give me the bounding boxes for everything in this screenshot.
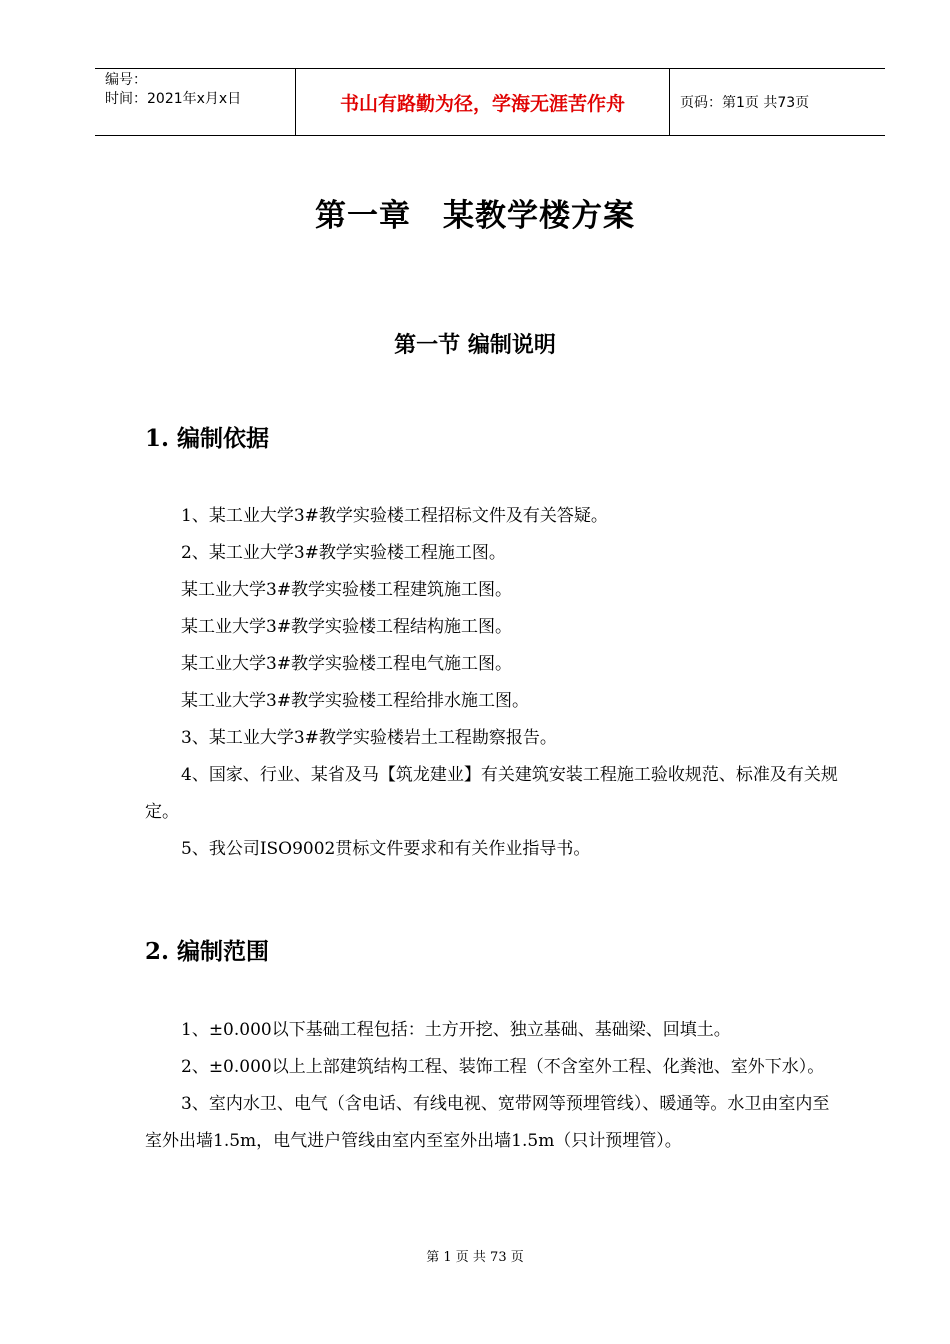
list-item: 某工业大学3#教学实验楼工程建筑施工图。 <box>181 580 513 600</box>
list-item: 某工业大学3#教学实验楼工程电气施工图。 <box>181 654 513 674</box>
list-item: 3、某工业大学3#教学实验楼岩土工程勘察报告。 <box>181 728 557 748</box>
header-page-info: 页码：第1页 共73页 <box>680 95 810 111</box>
list-item: 1、某工业大学3#教学实验楼工程招标文件及有关答疑。 <box>181 506 608 526</box>
list-item: 2、±0.000以上上部建筑结构工程、装饰工程（不含室外工程、化粪池、室外下水）。 <box>181 1057 825 1077</box>
page-footer: 第 1 页 共 73 页 <box>426 1250 524 1265</box>
list-item: 某工业大学3#教学实验楼工程结构施工图。 <box>181 617 513 637</box>
list-item: 1、±0.000以下基础工程包括：土方开挖、独立基础、基础梁、回填土。 <box>181 1020 731 1040</box>
section-title: 第一节 编制说明 <box>394 333 556 358</box>
header-meta <box>95 69 296 135</box>
part2-body <box>145 1012 845 1160</box>
list-item: 某工业大学3#教学实验楼工程给排水施工图。 <box>181 691 530 711</box>
code-label: 编号： <box>105 72 147 88</box>
part2-heading: 2. 编制范围 <box>145 938 270 965</box>
part1-heading: 1. 编制依据 <box>145 425 270 452</box>
list-item: 2、某工业大学3#教学实验楼工程施工图。 <box>181 543 506 563</box>
chapter-title: 第一章 某教学楼方案 <box>315 198 635 234</box>
header-motto: 书山有路勤为径，学海无涯苦作舟 <box>296 69 670 135</box>
list-item: 3、室内水卫、电气（含电话、有线电视、宽带网等预埋管线）、暖通等。水卫由室内至室外出墙1.5m，电气进户管线由室内至室外出墙1.5m（只计预埋管）。 <box>145 1094 830 1151</box>
list-item: 4、国家、行业、某省及马【筑龙建业】有关建筑安装工程施工验收规范、标准及有关规定。 <box>145 765 838 822</box>
page-header <box>95 68 885 136</box>
part1-body <box>145 498 845 868</box>
time-label: 时间：2021年x月x日 <box>105 91 242 107</box>
list-item: 5、我公司ISO9002贯标文件要求和有关作业指导书。 <box>181 839 591 859</box>
